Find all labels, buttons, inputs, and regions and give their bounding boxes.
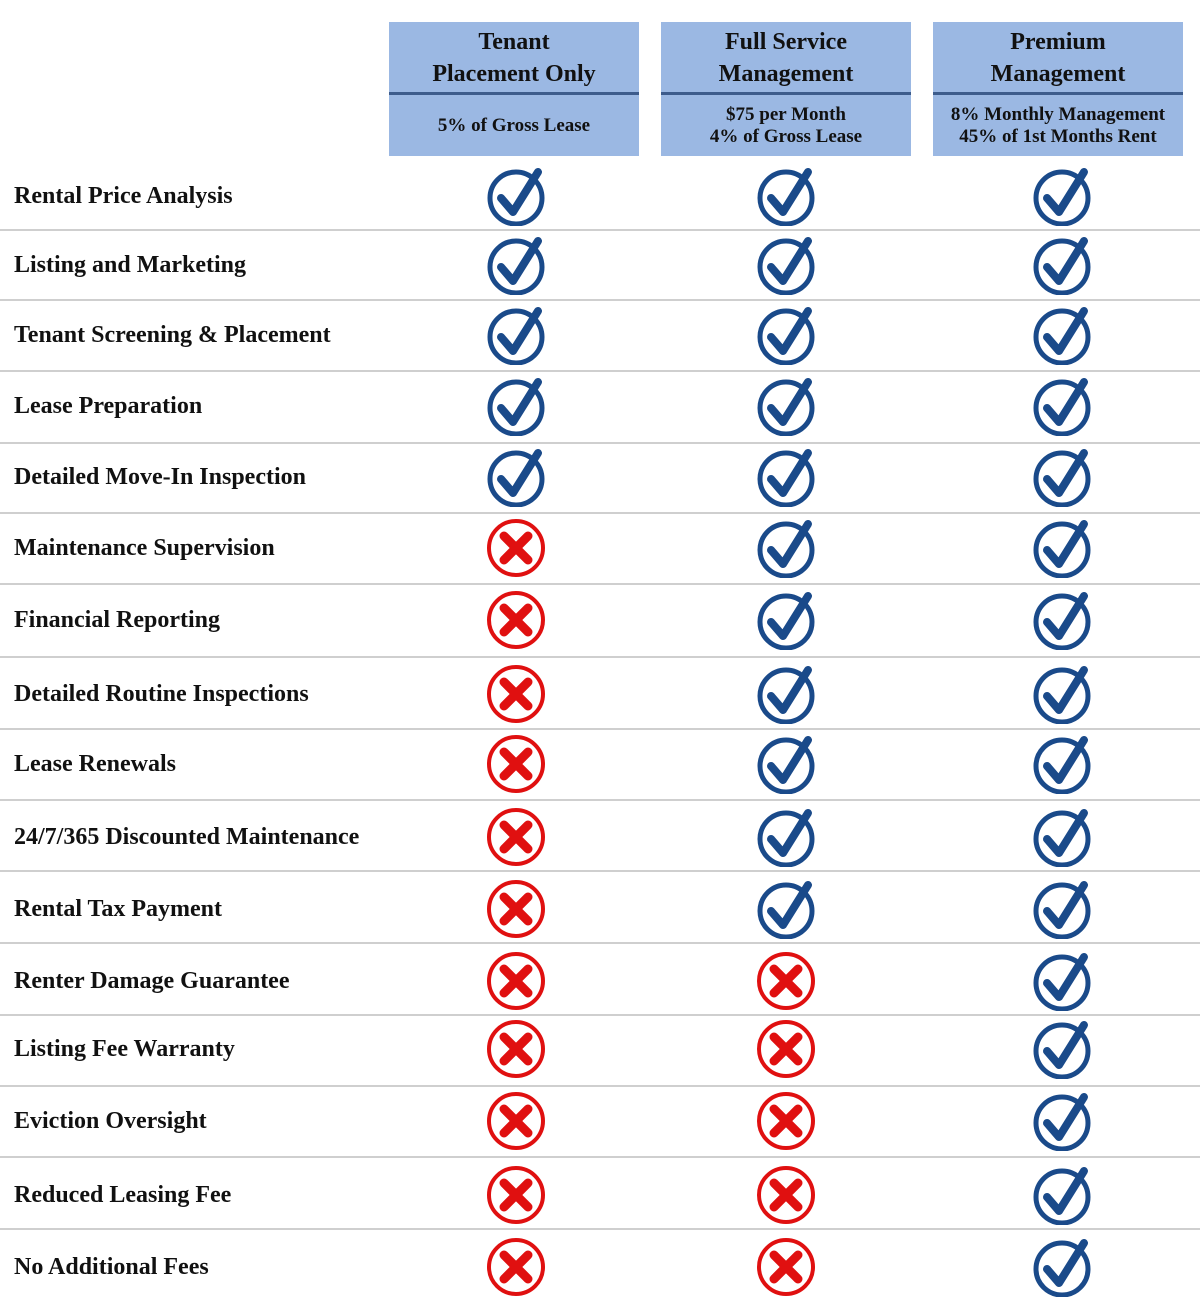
x-circle-icon [756,951,816,1011]
feature-label: 24/7/365 Discounted Maintenance [14,824,360,850]
feature-label: Lease Renewals [14,751,176,777]
check-circle-icon [1032,664,1092,724]
feature-label: Reduced Leasing Fee [14,1182,232,1208]
check-circle-icon [1032,1237,1092,1297]
row-divider [0,1085,1200,1087]
check-circle-icon [1032,447,1092,507]
x-circle-icon [486,1237,546,1297]
row-divider [0,728,1200,730]
plan-price: $75 per Month 4% of Gross Lease [709,104,863,147]
check-circle-icon [1032,879,1092,939]
check-circle-icon [1032,951,1092,1011]
check-circle-icon [756,447,816,507]
row-divider [0,942,1200,944]
check-circle-icon [1032,1165,1092,1225]
plan-price: 5% of Gross Lease [437,115,591,136]
feature-label: Eviction Oversight [14,1108,207,1134]
x-circle-icon [486,1165,546,1225]
row-divider [0,870,1200,872]
header-divider [661,92,911,95]
x-circle-icon [486,1019,546,1079]
plan-name: Tenant Placement Only [432,29,596,87]
header-divider [933,92,1183,95]
x-circle-icon [486,807,546,867]
check-circle-icon [756,518,816,578]
x-circle-icon [486,590,546,650]
check-circle-icon [756,166,816,226]
check-circle-icon [756,734,816,794]
row-divider [0,1156,1200,1158]
x-circle-icon [486,879,546,939]
row-divider [0,512,1200,514]
feature-label: Renter Damage Guarantee [14,968,290,994]
row-divider [0,229,1200,231]
plan-header-tenant-placement [389,22,639,156]
feature-label: Detailed Routine Inspections [14,681,309,707]
check-circle-icon [486,235,546,295]
check-circle-icon [486,447,546,507]
row-divider [0,370,1200,372]
feature-label: Listing Fee Warranty [14,1036,235,1062]
check-circle-icon [1032,807,1092,867]
row-divider [0,442,1200,444]
x-circle-icon [756,1019,816,1079]
x-circle-icon [756,1237,816,1297]
check-circle-icon [756,376,816,436]
check-circle-icon [1032,1019,1092,1079]
check-circle-icon [1032,305,1092,365]
check-circle-icon [486,166,546,226]
check-circle-icon [756,235,816,295]
row-divider [0,583,1200,585]
row-divider [0,656,1200,658]
check-circle-icon [486,376,546,436]
plan-price: 8% Monthly Management 45% of 1st Months Rent [950,104,1166,147]
plan-header-full-service [661,22,911,156]
feature-label: Listing and Marketing [14,252,247,278]
x-circle-icon [486,518,546,578]
check-circle-icon [1032,1091,1092,1151]
x-circle-icon [486,1091,546,1151]
row-divider [0,799,1200,801]
check-circle-icon [756,305,816,365]
check-circle-icon [1032,590,1092,650]
x-circle-icon [486,951,546,1011]
row-divider [0,299,1200,301]
row-divider [0,1228,1200,1230]
x-circle-icon [486,734,546,794]
check-circle-icon [756,807,816,867]
feature-label: Lease Preparation [14,393,203,419]
check-circle-icon [1032,235,1092,295]
x-circle-icon [486,664,546,724]
check-circle-icon [756,664,816,724]
plan-name: Full Service Management [718,29,854,87]
check-circle-icon [1032,376,1092,436]
check-circle-icon [1032,734,1092,794]
x-circle-icon [756,1091,816,1151]
feature-label: Maintenance Supervision [14,535,275,561]
plan-name: Premium Management [990,29,1126,87]
check-circle-icon [756,590,816,650]
check-circle-icon [756,879,816,939]
feature-label: No Additional Fees [14,1254,209,1280]
feature-label: Rental Price Analysis [14,183,233,209]
check-circle-icon [486,305,546,365]
x-circle-icon [756,1165,816,1225]
header-divider [389,92,639,95]
plan-header-premium [933,22,1183,156]
row-divider [0,1014,1200,1016]
feature-label: Tenant Screening & Placement [14,322,331,348]
feature-label: Detailed Move-In Inspection [14,464,306,490]
check-circle-icon [1032,518,1092,578]
feature-label: Rental Tax Payment [14,896,223,922]
feature-label: Financial Reporting [14,607,221,633]
check-circle-icon [1032,166,1092,226]
